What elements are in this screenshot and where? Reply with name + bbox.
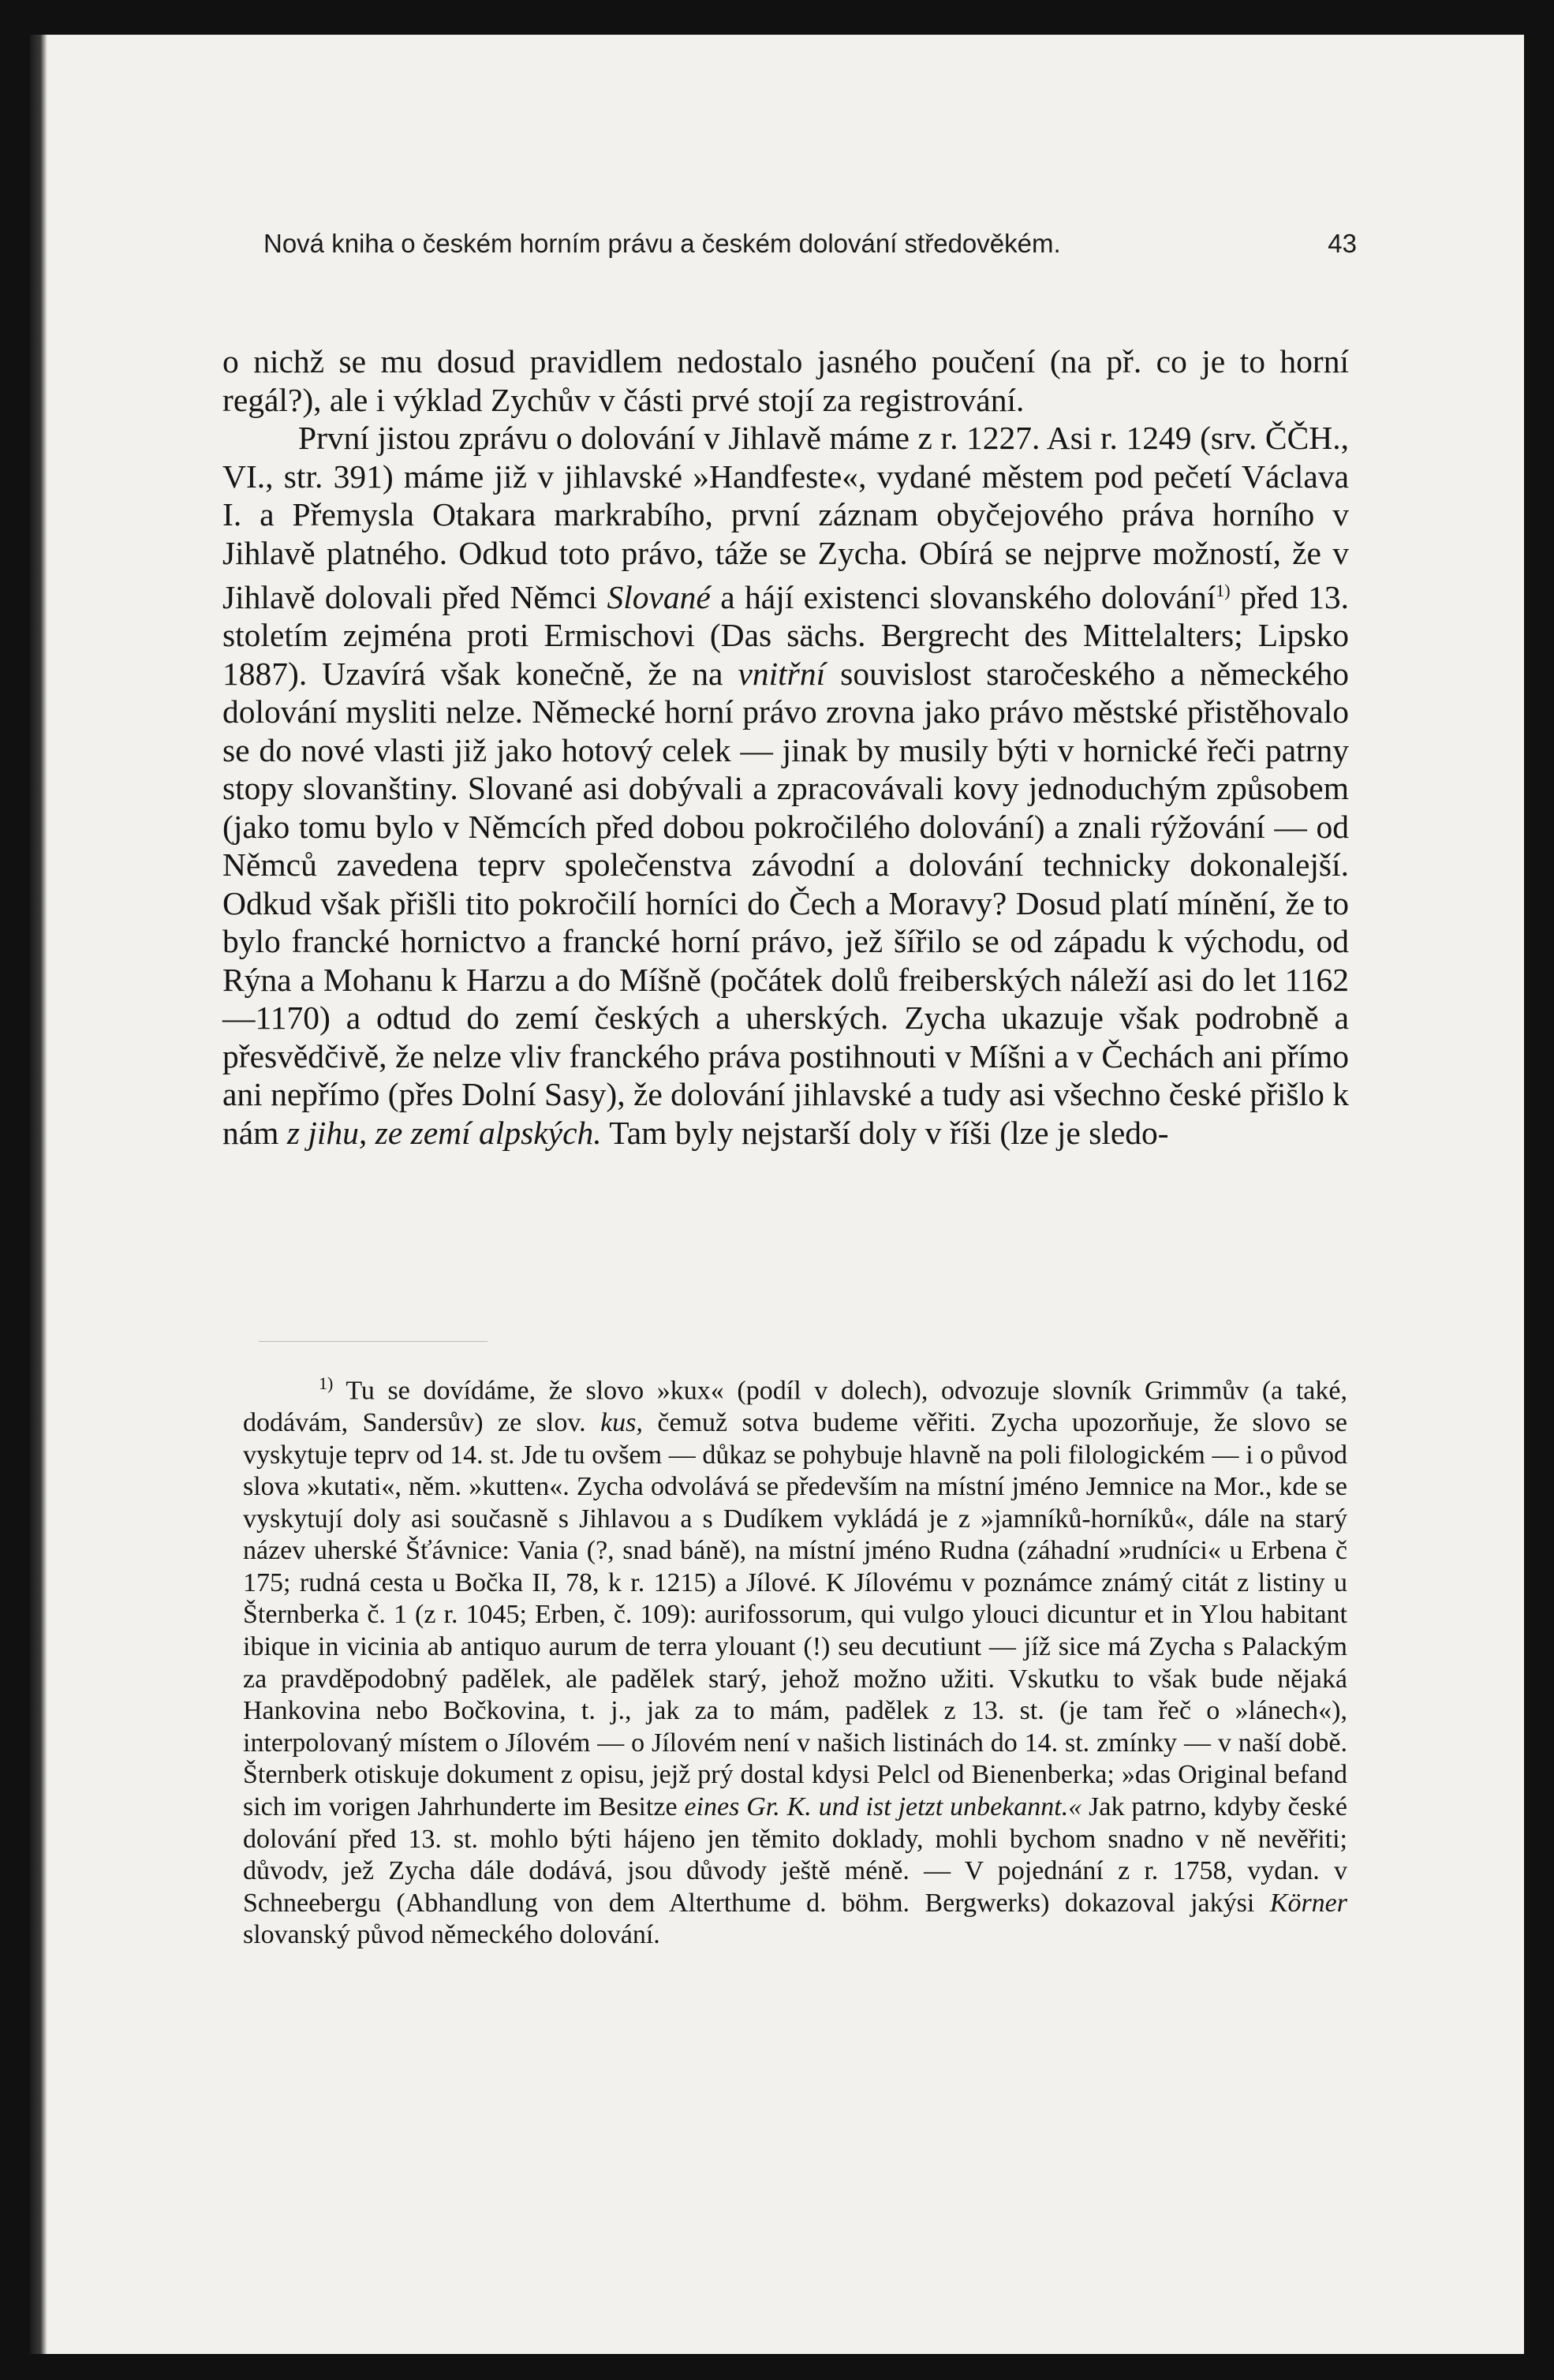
emphasis: vnitřní	[738, 655, 826, 692]
text-run: souvislost staročeského a německého dolování mysliti nelze. Německé horní právo zrovna jako právo městské přistěhovalo se do nové vlasti již jako hotový celek — jinak by musily býti v hornické řeči patrny stopy slovanštiny. Slované asi dobývali a zpracovávali kovy jednoduchým způsobem (jako tomu bylo v Němcích před dobou pokročilého dolování) a znali rýžování — od Němců zavedena teprv společenstva závodní a dolování technicky dokonalejší. Odkud však přišli tito pokročilí horníci do Čech a Moravy? Dosud platí mínění, že to bylo francké hornictvo a francké horní právo, jež šířilo se od západu k východu, od Rýna a Mohanu k Harzu a do Míšně (počátek dolů freiberských náleží asi do let 1162—1170) a odtud do zemí českých a uherských. Zycha ukazuje však podrobně a přesvědčivě, že nelze vliv franckého práva postihnouti v Míšni a v Čechách ani přímo ani nepřímo (přes Dolní Sasy), že dolování jihlavské a tudy asi všechno české přišlo k nám	[222, 655, 1350, 1151]
text-run: Tu se dovídáme, že slovo »kux« (podíl v dolech), odvozuje slovník Grimmův (a také, dodávám, Sandersův) ze slov.	[243, 1376, 1347, 1437]
page-binding-shadow	[30, 35, 47, 2354]
text-run: čemuž sotva budeme věřiti. Zycha upozorňuje, že slovo se vyskytuje teprv od 14. st. Jde tu ovšem — důkaz se pohybuje hlavně na poli filologickém — i o původ slova »kutati«, něm. »kutten«. Zycha odvolává se především na místní jméno Jemnice na Mor., kde se vyskytují doly asi současně s Jihlavou a s Dudíkem vykládá je z »jamníků-horníků«, dále na starý název uherské Šťávnice: Vania (?, snad báně), na místní jméno Rudna (záhadní »rudníci« u Erbena č 175; rudná cesta u Bočka II, 78, k r. 1215) a Jílové. K Jílovému v poznámce známý citát z listiny u Šternberka č. 1 (z r. 1045; Erben, č. 109): aurifossorum, qui vulgo ylouci dicuntur et in Ylou habitant ibique in vicinia ab antiquo aurum de terra ylouant (!) seu decutiunt — jíž sice má Zycha s Palackým za pravděpodobný padělek, ale padělek starý, jehož možno užiti. Vskutku to však bude nějaká Hankovina nebo Bočkovina, t. j., jak za to mám, padělek z 13. st. (je tam řeč o »lánech«), interpolovaný místem o Jílovém — o Jílovém není v našich listinách do 14. st. zmínky — v naší době. Šternberk otiskuje dokument z opisu, jejž prý dostal kdysi Pelcl od Bienenberka; »das Original befand sich im vorigen Jahrhunderte im Besitze	[243, 1407, 1348, 1822]
footnote-paragraph	[243, 1368, 1347, 1952]
footnote-mark: 1)	[319, 1373, 334, 1393]
emphasis: Slované	[607, 578, 711, 615]
text-run: slovanský původ německého dolování.	[243, 1920, 660, 1950]
text-run: o nichž se mu dosud pravidlem nedostalo jasného poučení (na př. co je to horní regál?), ale i výklad Zychův v části prvé stojí za registrování.	[222, 343, 1349, 418]
text-run: První jistou zprávu o dolování v Jihlavě máme z r. 1227. Asi r. 1249 (srv. ČČH., VI., str. 391) máme již v jihlavské »Handfeste«, vydané městem pod pečetí Václava I. a Přemysla Otakara markrabího, první záznam obyčejového práva horního v Jihlavě platného. Odkud toto právo, táže se Zycha. Obírá se nejprve možností, že v Jihlavě dolovali před Němci	[222, 420, 1349, 615]
text-run: a hájí existenci slovanského dolování	[720, 578, 1216, 615]
footnote-divider	[259, 1341, 487, 1342]
page-number: 43	[1328, 229, 1357, 258]
emphasis: Körner	[1269, 1888, 1347, 1918]
text-run: Jak patrno, kdyby české dolování před 13. st. mohlo býti hájeno jen těmito doklady, mohli bychom snadno v ně nevěřiti; důvodv, jež Zycha dále dodává, jsou důvody ještě méně. — V pojednání z r. 1758, vydan. v Schneebergu (Abhandlung von dem Alterthume d. böhm. Bergwerks) dokazoval jakýsi	[243, 1792, 1347, 1918]
paragraph	[222, 342, 1349, 419]
main-text	[222, 342, 1349, 1152]
header-title: Nová kniha o českém horním právu a českém dolování středověkém.	[263, 229, 1061, 258]
emphasis: z jihu, ze zemí alpských.	[286, 1114, 602, 1151]
text-run: Tam byly nejstarší doly v říši (lze je sledo-	[609, 1114, 1169, 1151]
paragraph	[222, 419, 1349, 1152]
emphasis: eines Gr. K. und ist jetzt unbekannt.«	[684, 1792, 1082, 1822]
text-run: před 13. stoletím zejména proti Ermischovi (Das sächs. Bergrecht des Mittelalters; Lipsko 1887). Uzavírá však konečně, že na	[222, 578, 1350, 692]
emphasis: kus,	[600, 1407, 643, 1437]
book-page	[30, 35, 1524, 2354]
footnote	[243, 1368, 1347, 1952]
running-header	[263, 229, 1357, 259]
footnote-reference[interactable]: 1)	[1216, 581, 1231, 600]
